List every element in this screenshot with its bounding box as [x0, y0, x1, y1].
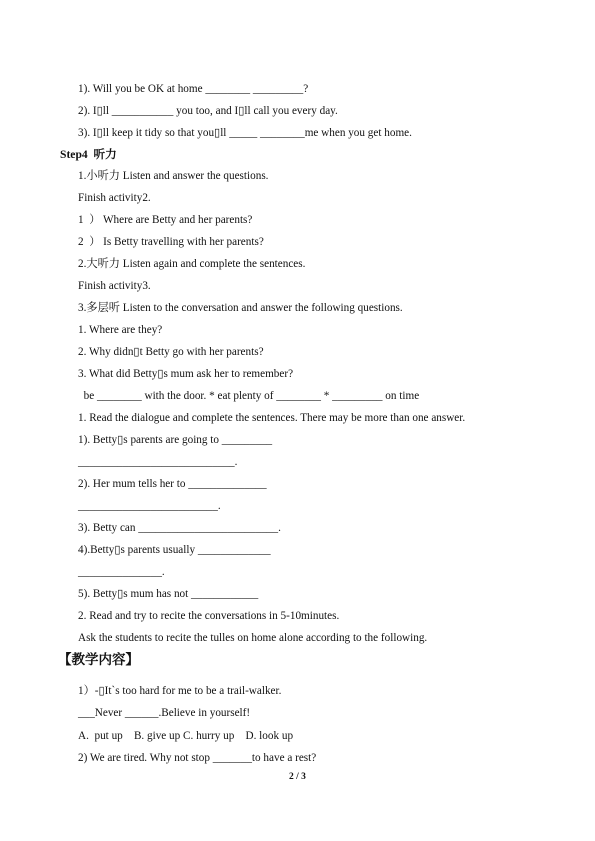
text-line: Finish activity2. — [78, 192, 151, 204]
text-line: 2). Her mum tells her to ______________ — [78, 478, 267, 490]
text-line: 2). I▯ll ___________ you too, and I▯ll call you every day. — [78, 105, 338, 117]
text-line: ____________________________. — [78, 456, 238, 468]
text-line: be ________ with the door. * eat plenty of ________ * _________ on time — [78, 390, 420, 402]
text-line: 1). Betty▯s parents are going to _________ — [78, 434, 273, 446]
text-line: Ask the students to recite the tulles on home alone according to the following. — [78, 632, 428, 644]
text-line: 1). Will you be OK at home ________ _________? — [78, 83, 309, 95]
page-number: 2 / 3 — [289, 772, 306, 782]
text-line: ___Never ______.Believe in yourself! — [78, 707, 251, 719]
text-line: 1 ） Where are Betty and her parents? — [78, 214, 253, 226]
text-line: 3. What did Betty▯s mum ask her to remember? — [78, 368, 294, 380]
text-line: _______________. — [78, 566, 165, 578]
text-line: A. put up B. give up C. hurry up D. look up — [78, 730, 294, 742]
text-line: 3). I▯ll keep it tidy so that you▯ll _____ ________me when you get home. — [78, 127, 412, 139]
text-line: 3). Betty can _________________________. — [78, 522, 281, 534]
text-line: 2. Why didn▯t Betty go with her parents? — [78, 346, 264, 358]
text-line: 5). Betty▯s mum has not ____________ — [78, 588, 259, 600]
step-heading: Step4 听力 — [60, 148, 117, 161]
section-heading: 【教学内容】 — [58, 652, 139, 668]
text-line: 1. Where are they? — [78, 324, 163, 336]
text-line: Finish activity3. — [78, 280, 151, 292]
text-line: 2 ） Is Betty travelling with her parents? — [78, 236, 264, 248]
text-line: _________________________. — [78, 500, 221, 512]
text-line: 1.小听力 Listen and answer the questions. — [78, 170, 269, 182]
text-line: 1. Read the dialogue and complete the sentences. There may be more than one answer. — [78, 412, 466, 424]
text-line: 1）-▯It`s too hard for me to be a trail-walker. — [78, 685, 282, 697]
text-line: 2. Read and try to recite the conversations in 5-10minutes. — [78, 610, 340, 622]
text-line: 4).Betty▯s parents usually _____________ — [78, 544, 271, 556]
text-line: 3.多层听 Listen to the conversation and answer the following questions. — [78, 302, 403, 314]
text-line: 2) We are tired. Why not stop _______to have a rest? — [78, 752, 317, 764]
text-line: 2.大听力 Listen again and complete the sentences. — [78, 258, 306, 270]
